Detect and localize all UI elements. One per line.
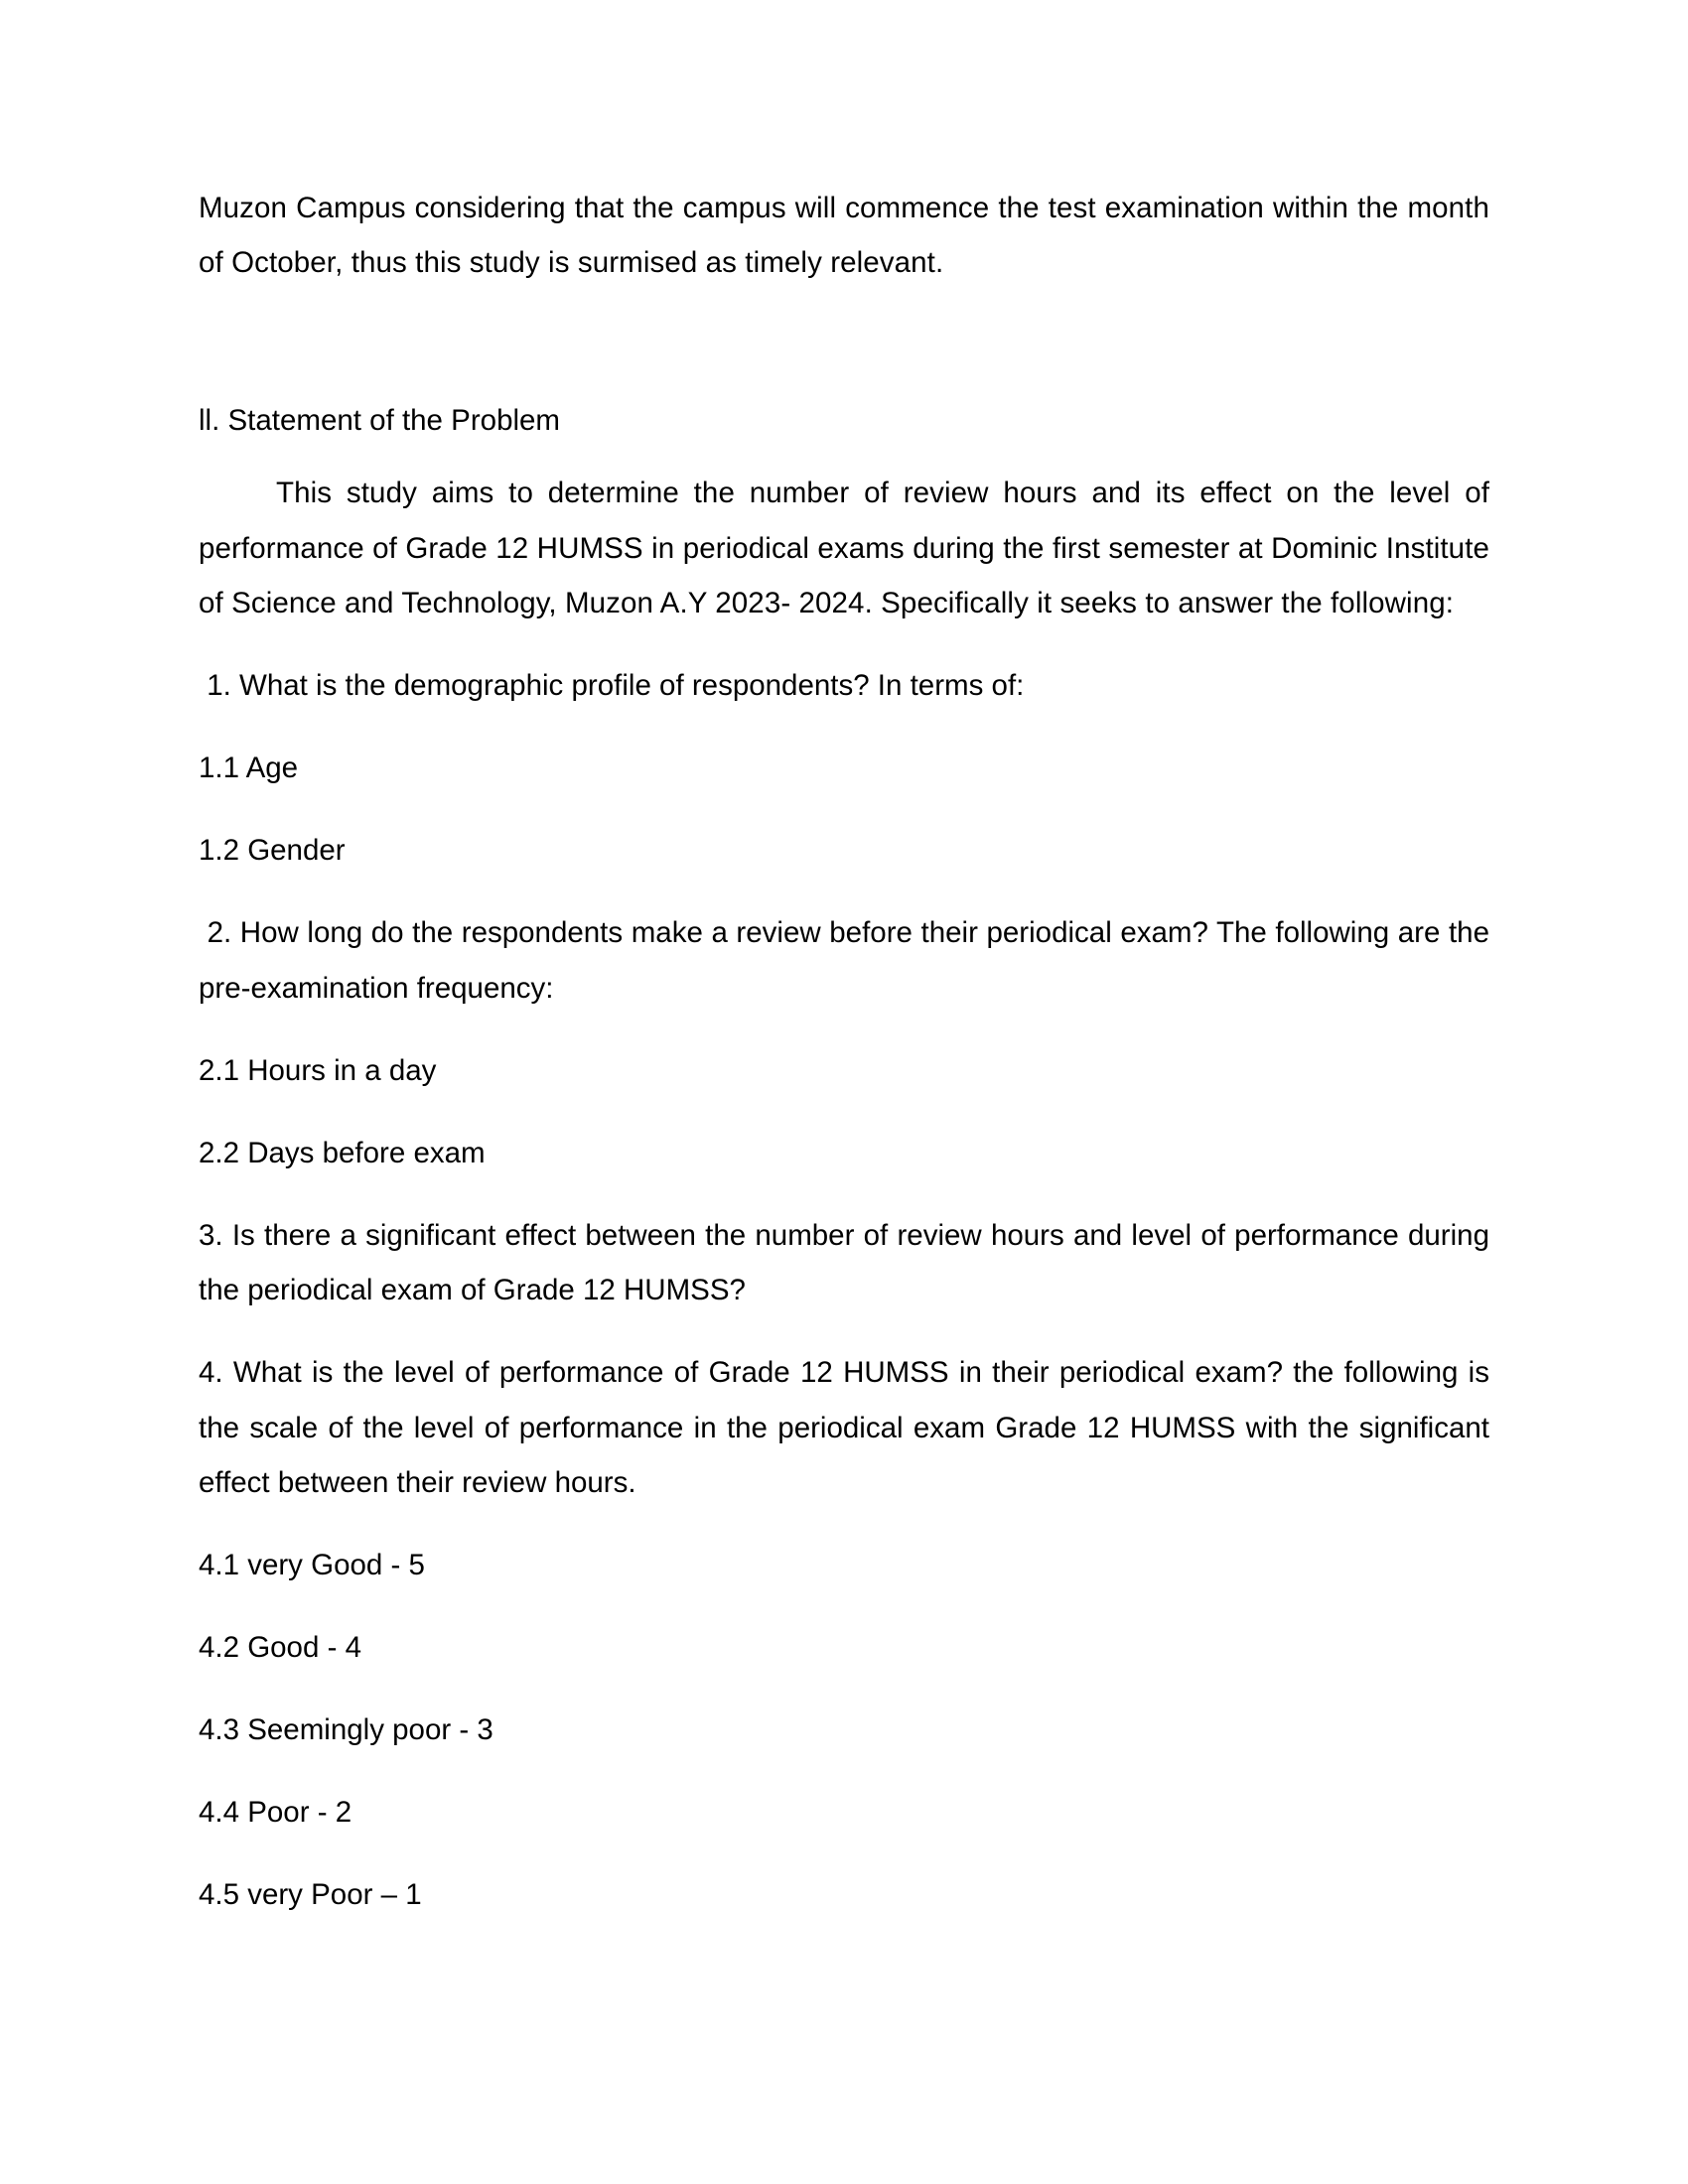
scale-item-4-1: 4.1 very Good - 5 (199, 1548, 425, 1581)
list-gap-8 (199, 1510, 1489, 1538)
continued-paragraph: Muzon Campus considering that the campus will commence the test examination within the month of October, thus this study is surmised as timely relevant. (199, 192, 1498, 280)
question-item-1-1: 1.1 Age (199, 751, 299, 785)
scale-item-4-3: 4.3 Seemingly poor - 3 (199, 1713, 493, 1747)
list-gap-12 (199, 1840, 1489, 1867)
list-gap-11 (199, 1757, 1489, 1785)
page-content (199, 181, 1498, 1923)
list-gap-5 (199, 1098, 1489, 1126)
question-item-2: 2. How long do the respondents make a review before their periodical exam? The following are the pre-examination frequency: (199, 916, 1498, 1005)
list-gap-4 (199, 1016, 1489, 1043)
question-item-2-1: 2.1 Hours in a day (199, 1053, 437, 1087)
list-gap-2 (199, 795, 1489, 823)
heading-gap (199, 448, 1489, 466)
list-gap-10 (199, 1675, 1489, 1703)
list-gap-9 (199, 1592, 1489, 1620)
list-gap-0 (199, 630, 1489, 658)
list-gap-7 (199, 1317, 1489, 1345)
intro-paragraph: This study aims to determine the number of review hours and its effect on the level of performance of Grade 12 HUMSS in periodical exams during the first semester at Dominic Institute of Science and Technology, Muzon A.Y 2023- 2024. Specifically it seeks to answer the following: (199, 477, 1498, 619)
question-item-1-2: 1.2 Gender (199, 834, 346, 868)
list-gap-3 (199, 878, 1489, 905)
section-heading: ll. Statement of the Problem (199, 404, 561, 438)
list-gap-1 (199, 713, 1489, 741)
question-item-3: 3. Is there a significant effect between the number of review hours and level of performance during the periodical exam of Grade 12 HUMSS? (199, 1219, 1498, 1307)
paragraph-gap (199, 290, 1489, 393)
scale-item-4-4: 4.4 Poor - 2 (199, 1796, 352, 1830)
question-item-4: 4. What is the level of performance of Grade 12 HUMSS in their periodical exam? the following is the scale of the level of performance in the periodical exam Grade 12 HUMSS with the significant effect between their review hours. (199, 1356, 1498, 1499)
list-gap-6 (199, 1180, 1489, 1208)
scale-item-4-5: 4.5 very Poor – 1 (199, 1878, 422, 1912)
question-item-2-2: 2.2 Days before exam (199, 1136, 486, 1169)
question-item-1: 1. What is the demographic profile of respondents? In terms of: (199, 668, 1025, 702)
scale-item-4-2: 4.2 Good - 4 (199, 1630, 361, 1664)
